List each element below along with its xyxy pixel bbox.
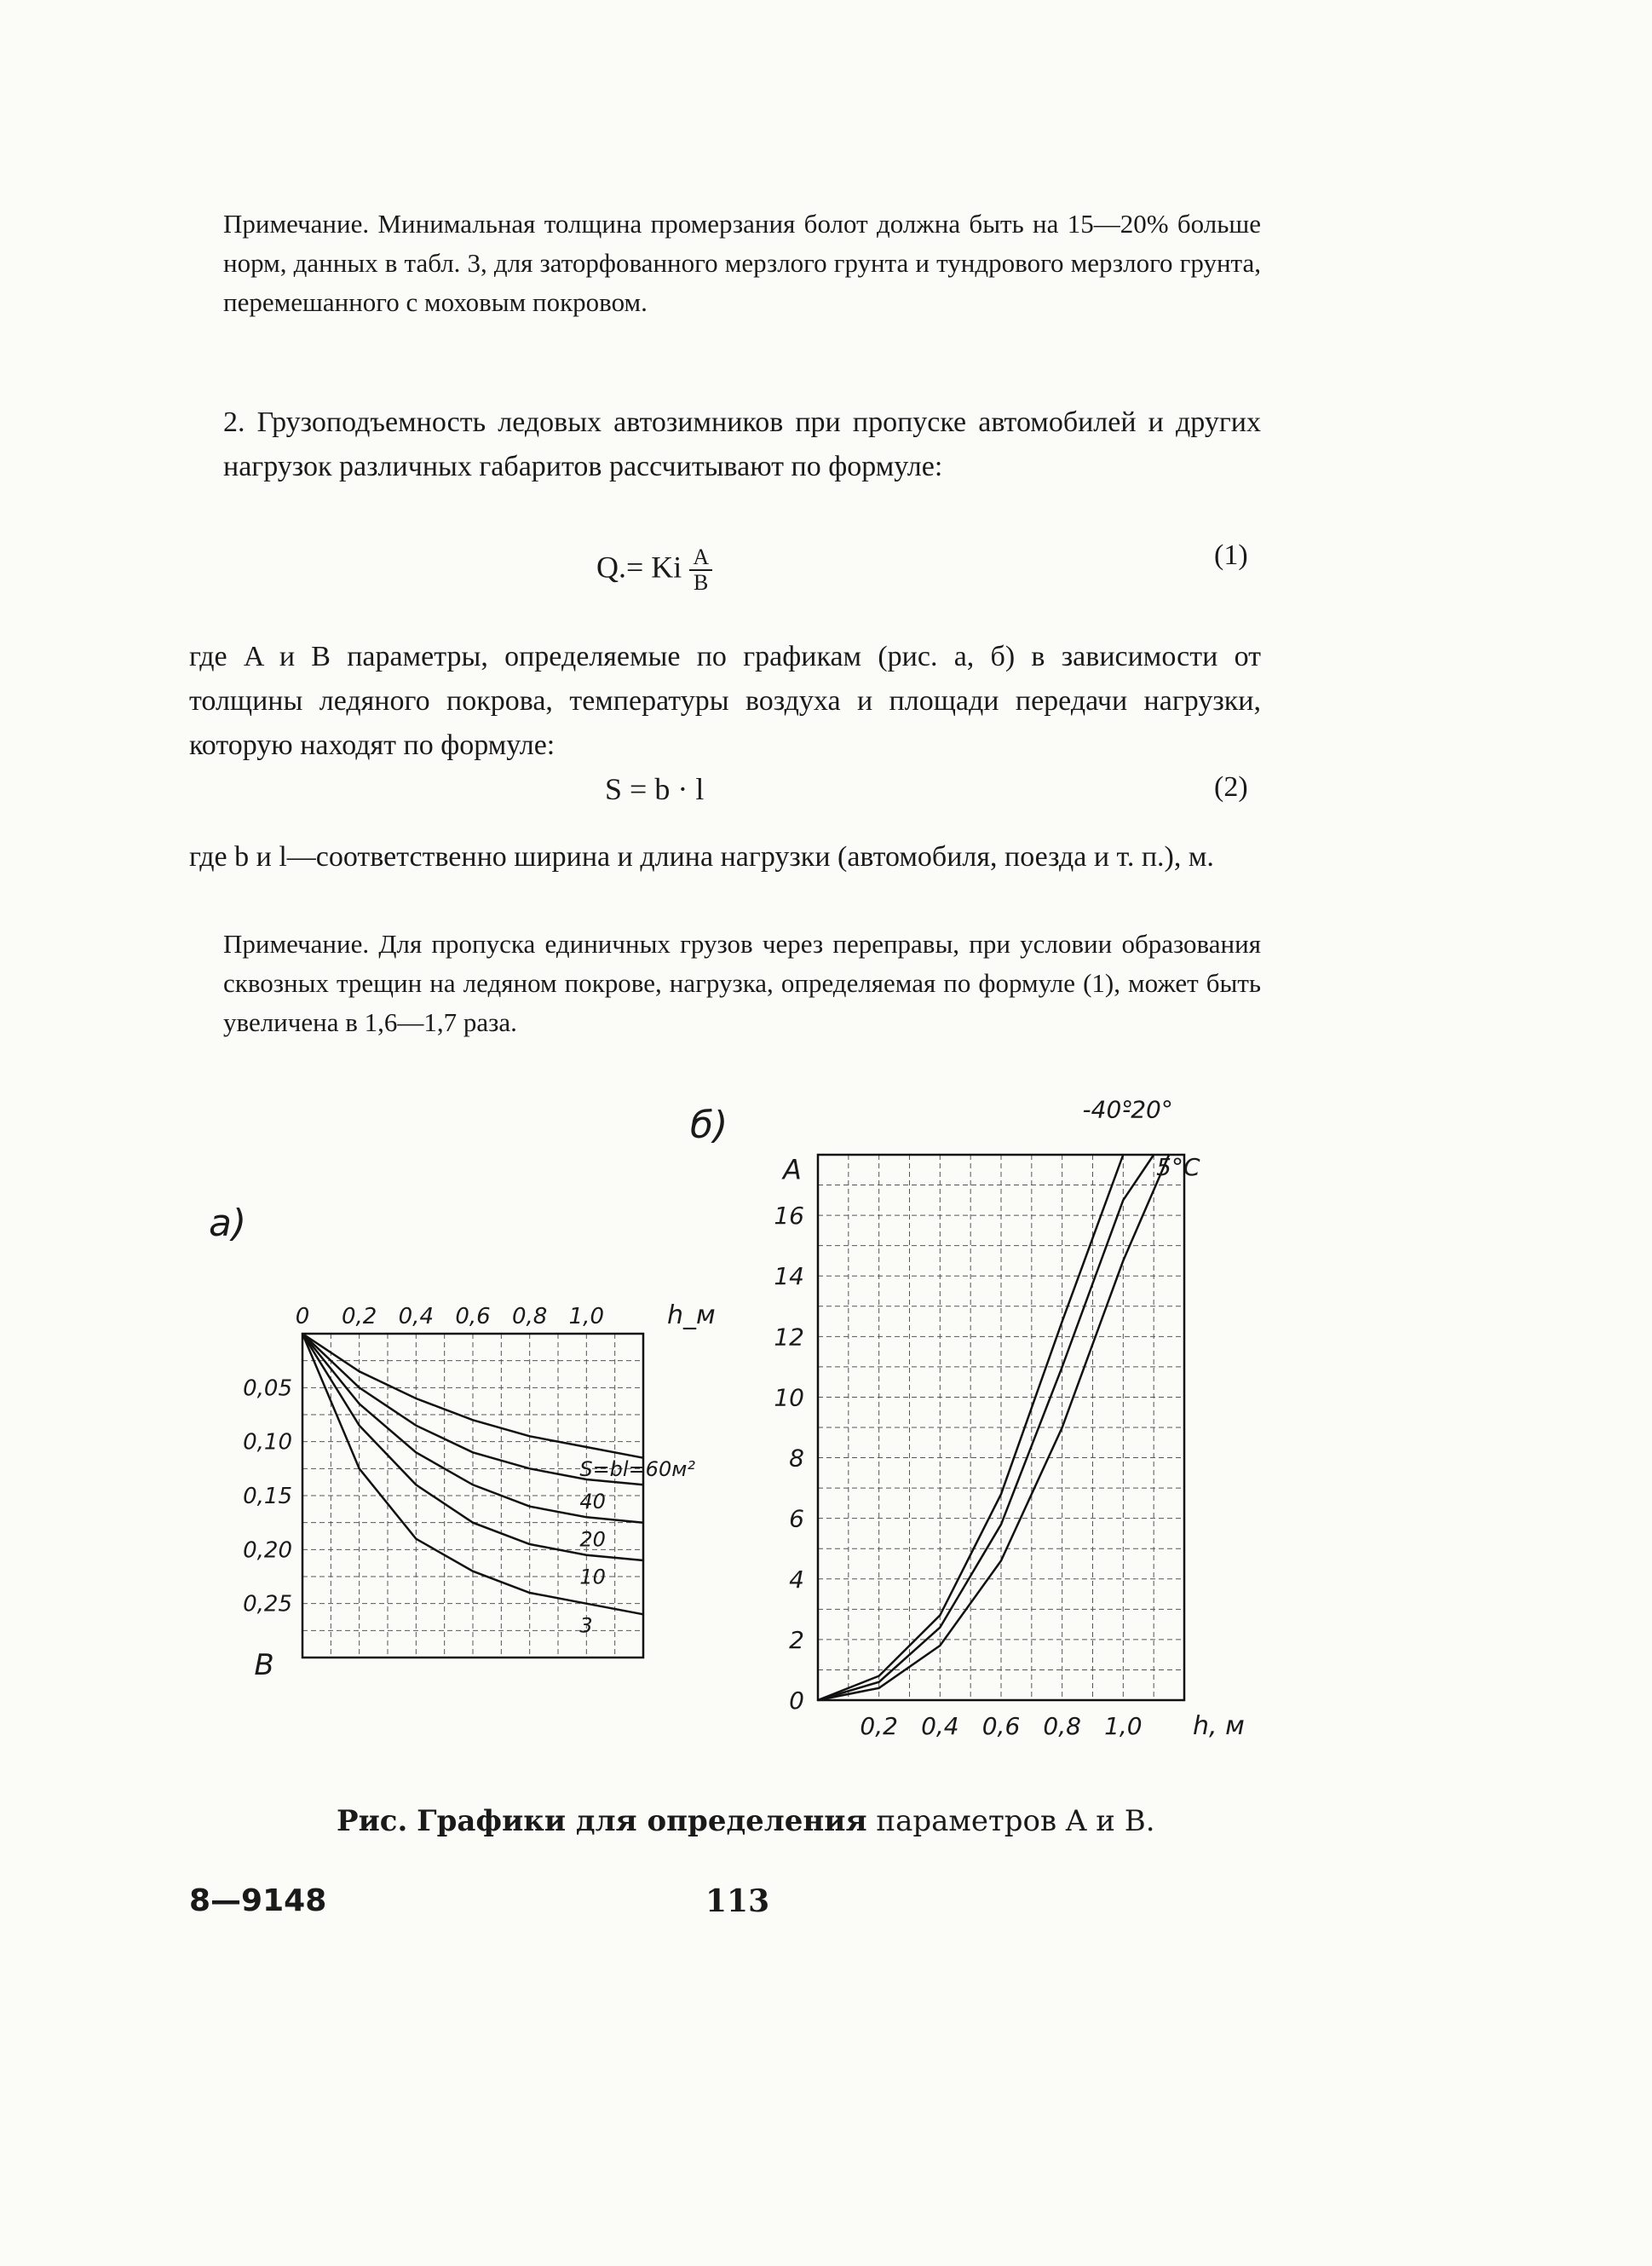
figure-label-a: а) [209, 1202, 247, 1245]
y-tick-label: 0,20 [243, 1537, 292, 1564]
x-tick-label: 1,0 [1104, 1712, 1143, 1740]
caption-rest: параметров A и B. [876, 1804, 1155, 1838]
series-label: 5°C [1156, 1153, 1200, 1182]
x-tick-label: 0,4 [398, 1304, 435, 1329]
y-tick-label: 0,05 [243, 1375, 292, 1402]
chart-a [222, 1278, 767, 1721]
footer-code: 8—9148 [189, 1883, 327, 1918]
note-1: Примечание. Минимальная толщина промерзания болот должна быть на 15—20% больше норм, данных в табл. 3, для заторфованного мерзлого грунта и тундрового мерзлого грунта, перемешанного с моховым покровом. [223, 209, 1261, 317]
curve-label-3: 3 [579, 1613, 593, 1638]
y-axis-label: A [783, 1153, 802, 1186]
y-tick-label: 0,15 [243, 1484, 292, 1509]
x-tick-label: 0,2 [341, 1304, 377, 1329]
y-tick-label: 8 [789, 1444, 804, 1473]
y-tick-label: 2 [789, 1625, 804, 1654]
formula-1 [596, 545, 712, 595]
formula-2: S = b · l [605, 772, 705, 806]
y-tick-label: 0,25 [243, 1591, 292, 1617]
x-axis-label: h_м [667, 1300, 716, 1330]
y-tick-label: 16 [774, 1202, 804, 1231]
curve-label-10: 10 [579, 1565, 606, 1589]
paragraph-load-capacity: 2. Грузоподъемность ледовых автозимников при пропуске автомобилей и других нагрузок различных габаритов рассчитывают по формуле: [223, 406, 1261, 482]
curve-label-20: 20 [579, 1527, 606, 1552]
page-number: 113 [705, 1883, 770, 1919]
curve-label-40: 40 [579, 1490, 606, 1514]
x-axis-label: h, м [1193, 1711, 1245, 1741]
y-tick-label: 12 [774, 1323, 804, 1352]
y-tick-label: 14 [774, 1262, 804, 1291]
x-tick-label: 0,6 [455, 1304, 491, 1329]
figure-label-b: б) [690, 1104, 728, 1147]
chart-b [750, 1095, 1278, 1794]
y-tick-label: 10 [774, 1383, 804, 1412]
x-tick-label: 0,8 [1043, 1712, 1081, 1740]
paragraph-definitions: где b и l—соответственно ширина и длина нагрузки (автомобиля, поезда и т. п.), м. [189, 841, 1214, 873]
y-tick-label: 0,10 [243, 1429, 292, 1456]
y-tick-label: 4 [789, 1565, 804, 1594]
formula-1-number: (1) [1214, 539, 1248, 571]
y-tick-label: 0 [789, 1687, 804, 1715]
formula-1-fraction [689, 545, 712, 595]
x-tick-label: 0,2 [860, 1712, 898, 1740]
x-tick-label: 1,0 [568, 1304, 605, 1329]
y-axis-label: B [254, 1648, 274, 1682]
y-tick-label: 6 [789, 1504, 804, 1533]
curve-label-60: S=bl=60м² [579, 1457, 695, 1481]
note-2: Примечание. Для пропуска единичных грузов через переправы, при условии образования сквозных трещин на ледяном покрове, нагрузка, определяемая по формуле (1), может быть увеличена в 1,6—1,7 раза. [223, 929, 1261, 1037]
caption-prefix: Рис. [337, 1804, 408, 1838]
series-label: -20° [1122, 1095, 1173, 1124]
x-tick-label: 0,6 [981, 1712, 1021, 1740]
paragraph-parameters: где A и B параметры, определяемые по графикам (рис. а, б) в зависимости от толщины ледяного покрова, температуры воздуха и площади передачи нагрузки, которую находят по формуле: [189, 641, 1261, 761]
figure-caption [337, 1804, 1155, 1838]
series-label: -40° [1082, 1095, 1134, 1124]
caption-bold-text: Графики для определения [417, 1804, 867, 1838]
x-tick-label: 0 [295, 1304, 310, 1329]
x-tick-label: 0,4 [921, 1712, 959, 1740]
formula-2-number: (2) [1214, 771, 1248, 803]
formula-1-numerator: A [689, 545, 712, 571]
x-tick-label: 0,8 [511, 1304, 548, 1329]
formula-1-denominator: B [694, 570, 709, 595]
formula-1-left: Q.= Ki [596, 550, 682, 585]
